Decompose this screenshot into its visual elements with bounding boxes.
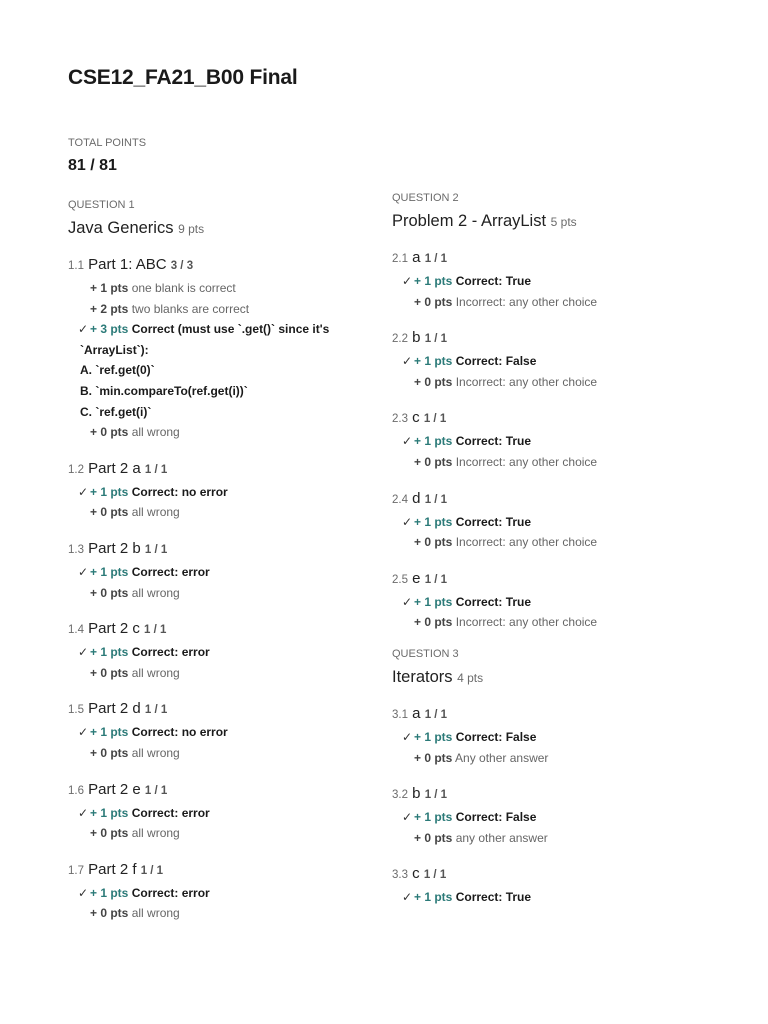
rubric-item xyxy=(68,299,398,320)
rubric-items xyxy=(392,351,722,392)
rubric-item-points: + 1 pts xyxy=(414,274,453,288)
checkmark-icon: ✓ xyxy=(78,564,89,579)
rubric-part xyxy=(68,255,398,443)
rubric-item-description-continued: B. `min.compareTo(ref.get(i))` xyxy=(80,383,248,398)
rubric-item xyxy=(392,592,722,613)
part-number: 1.7 xyxy=(68,864,84,877)
rubric-part xyxy=(68,619,398,683)
rubric-item-points: + 0 pts xyxy=(414,535,453,550)
rubric-item-description: any other answer xyxy=(455,830,548,845)
part-number: 2.1 xyxy=(392,253,408,265)
rubric-item-points: + 0 pts xyxy=(90,665,129,680)
rubric-item-points: + 1 pts xyxy=(414,729,453,744)
rubric-items xyxy=(68,883,398,924)
part-number: 2.2 xyxy=(392,333,408,346)
rubric-items xyxy=(392,512,722,553)
rubric-item-description: all wrong xyxy=(131,585,180,600)
checkmark-icon: ✓ xyxy=(402,514,413,529)
rubric-items xyxy=(68,642,398,683)
rubric-items xyxy=(392,271,722,312)
question-points: 4 pts xyxy=(457,670,484,685)
part-title xyxy=(392,704,722,725)
part-number: 2.3 xyxy=(392,413,408,426)
rubric-item-points: + 3 pts xyxy=(90,322,129,337)
part-score: 1 / 1 xyxy=(144,784,168,797)
rubric-item-points: + 0 pts xyxy=(414,294,453,309)
rubric-item-points: + 1 pts xyxy=(90,805,129,820)
part-score: 1 / 1 xyxy=(424,493,448,506)
rubric-item-points: + 0 pts xyxy=(414,750,453,765)
rubric-part xyxy=(392,248,722,312)
question-points: 5 pts xyxy=(550,215,577,229)
rubric-item-description: all wrong xyxy=(131,906,180,921)
part-name: d xyxy=(412,489,421,507)
rubric-part xyxy=(392,328,722,392)
part-title xyxy=(68,860,398,881)
rubric-item-points: + 1 pts xyxy=(90,281,129,295)
checkmark-icon: ✓ xyxy=(78,484,89,499)
rubric-part xyxy=(392,569,722,633)
checkmark-icon: ✓ xyxy=(78,885,89,900)
rubric-item-description-continued: C. `ref.get(i)` xyxy=(80,404,152,419)
question-title-text: Java Generics xyxy=(68,219,174,237)
right-column xyxy=(392,191,722,922)
page-title: CSE12_FA21_B00 Final xyxy=(68,66,298,89)
rubric-items xyxy=(392,807,722,848)
part-number: 2.4 xyxy=(392,493,408,506)
rubric-item-description: Correct: True xyxy=(455,514,532,529)
part-name: Part 2 b xyxy=(88,539,141,557)
part-title xyxy=(392,784,722,805)
rubric-item-description: one blank is correct xyxy=(131,281,236,295)
part-score: 3 / 3 xyxy=(170,260,194,272)
part-number: 3.2 xyxy=(392,789,408,802)
rubric-item xyxy=(392,887,722,908)
checkmark-icon: ✓ xyxy=(402,594,413,609)
rubric-item-points: + 0 pts xyxy=(414,830,453,845)
rubric-item-points: + 1 pts xyxy=(90,885,129,900)
rubric-item xyxy=(68,278,398,299)
rubric-item-description: Incorrect: any other choice xyxy=(455,535,598,550)
part-number: 1.6 xyxy=(68,784,84,797)
question-title xyxy=(392,211,722,232)
part-score: 1 / 1 xyxy=(144,463,168,476)
rubric-items xyxy=(68,278,398,443)
rubric-item-points: + 1 pts xyxy=(414,434,453,449)
rubric-items xyxy=(392,887,722,908)
checkmark-icon: ✓ xyxy=(402,274,413,288)
rubric-part xyxy=(392,408,722,472)
part-number: 3.3 xyxy=(392,869,408,882)
rubric-item xyxy=(68,583,398,604)
rubric-item xyxy=(392,828,722,849)
part-number: 3.1 xyxy=(392,708,408,721)
part-number: 1.1 xyxy=(68,260,84,272)
question-title-text: Iterators xyxy=(392,667,453,686)
rubric-item xyxy=(68,722,398,743)
rubric-items xyxy=(68,803,398,844)
rubric-item-description: Correct: False xyxy=(455,729,537,744)
rubric-item-description-continued: A. `ref.get(0)` xyxy=(80,363,155,378)
part-title xyxy=(68,780,398,801)
part-title xyxy=(392,328,722,349)
left-column xyxy=(68,198,398,938)
rubric-item-points: + 1 pts xyxy=(414,810,453,825)
rubric-item xyxy=(392,748,722,769)
rubric-item xyxy=(392,512,722,533)
rubric-item xyxy=(392,612,722,633)
part-score: 1 / 1 xyxy=(144,624,167,637)
total-points-value: 81 / 81 xyxy=(68,157,117,174)
rubric-item-points: + 0 pts xyxy=(414,374,453,389)
rubric-item xyxy=(68,803,398,824)
question-block xyxy=(68,198,398,924)
rubric-item-description: Correct: no error xyxy=(131,725,228,740)
part-title xyxy=(392,864,722,885)
part-score: 1 / 1 xyxy=(423,413,447,426)
rubric-item xyxy=(68,422,398,443)
part-score: 1 / 1 xyxy=(423,869,447,882)
rubric-item xyxy=(68,562,398,583)
part-score: 1 / 1 xyxy=(144,543,168,556)
question-label: QUESTION 3 xyxy=(392,647,459,660)
rubric-item-description: Correct: error xyxy=(131,805,210,820)
part-number: 2.5 xyxy=(392,573,408,586)
part-score: 1 / 1 xyxy=(424,253,448,265)
rubric-item xyxy=(392,372,722,393)
rubric-item-points: + 1 pts xyxy=(90,564,129,579)
rubric-item-description: Correct (must use `.get()` since it's xyxy=(131,322,330,337)
rubric-items xyxy=(68,562,398,603)
rubric-item-description: Correct: error xyxy=(131,885,210,900)
total-points-label: TOTAL POINTS xyxy=(68,137,147,149)
rubric-part xyxy=(392,704,722,768)
checkmark-icon: ✓ xyxy=(402,354,413,369)
rubric-item-description: all wrong xyxy=(131,505,180,520)
checkmark-icon: ✓ xyxy=(78,805,89,820)
rubric-items xyxy=(392,727,722,768)
rubric-item-description: Incorrect: any other choice xyxy=(455,454,598,469)
checkmark-icon: ✓ xyxy=(402,890,413,905)
rubric-item-points: + 0 pts xyxy=(90,425,129,440)
rubric-item-points: + 0 pts xyxy=(90,745,129,760)
rubric-item-points: + 2 pts xyxy=(90,301,129,316)
rubric-item-points: + 0 pts xyxy=(414,454,453,469)
part-score: 1 / 1 xyxy=(424,789,448,802)
rubric-item xyxy=(68,883,398,904)
part-name: a xyxy=(412,704,421,722)
rubric-item-description: Incorrect: any other choice xyxy=(455,374,598,389)
rubric-item-points: + 1 pts xyxy=(90,484,129,499)
rubric-part xyxy=(68,699,398,763)
part-score: 1 / 1 xyxy=(424,573,448,586)
part-number: 1.4 xyxy=(68,624,84,637)
part-title xyxy=(68,459,398,480)
part-name: Part 2 a xyxy=(88,459,141,477)
rubric-item-description: Correct: error xyxy=(131,645,210,660)
rubric-item xyxy=(392,727,722,748)
rubric-item-description: all wrong xyxy=(131,826,180,841)
part-score: 1 / 1 xyxy=(144,704,168,717)
checkmark-icon: ✓ xyxy=(78,322,89,337)
rubric-items xyxy=(392,431,722,472)
rubric-item-description: two blanks are correct xyxy=(131,301,250,316)
question-block xyxy=(392,647,722,908)
rubric-item-points: + 1 pts xyxy=(414,354,453,369)
rubric-item xyxy=(392,431,722,452)
checkmark-icon: ✓ xyxy=(78,645,89,660)
part-name: e xyxy=(412,569,421,587)
rubric-item xyxy=(392,351,722,372)
question-title xyxy=(392,667,722,688)
rubric-item-points: + 0 pts xyxy=(414,615,453,630)
rubric-item-description: Correct: False xyxy=(455,354,537,369)
rubric-item-description: all wrong xyxy=(131,425,180,440)
rubric-item xyxy=(68,903,398,924)
part-number: 1.3 xyxy=(68,543,84,556)
rubric-item xyxy=(68,823,398,844)
question-label: QUESTION 2 xyxy=(392,192,459,204)
part-number: 1.5 xyxy=(68,704,84,717)
rubric-item-description: Correct: no error xyxy=(131,484,228,499)
rubric-item xyxy=(68,642,398,663)
rubric-item-description: Correct: True xyxy=(455,594,532,609)
part-name: b xyxy=(412,329,421,347)
part-name: c xyxy=(412,865,420,883)
part-number: 1.2 xyxy=(68,463,84,476)
rubric-item-description-continued: `ArrayList`): xyxy=(80,342,149,357)
rubric-item xyxy=(68,663,398,684)
part-score: 1 / 1 xyxy=(140,864,164,877)
part-title xyxy=(68,255,398,276)
rubric-item-points: + 0 pts xyxy=(90,585,129,600)
part-score: 1 / 1 xyxy=(424,708,448,721)
part-name: a xyxy=(412,249,421,266)
question-block xyxy=(392,191,722,633)
part-title xyxy=(68,539,398,560)
rubric-part xyxy=(392,864,722,908)
rubric-part xyxy=(68,860,398,924)
rubric-item xyxy=(68,502,398,523)
part-name: c xyxy=(412,409,420,427)
rubric-item xyxy=(68,482,398,503)
rubric-item-description: Correct: True xyxy=(455,434,532,449)
checkmark-icon: ✓ xyxy=(402,729,413,744)
rubric-item-description: all wrong xyxy=(131,665,180,680)
part-name: Part 1: ABC xyxy=(88,256,167,273)
rubric-part xyxy=(392,784,722,848)
rubric-item xyxy=(68,319,398,340)
part-title xyxy=(392,248,722,269)
rubric-item-description: Correct: True xyxy=(455,890,532,905)
rubric-item xyxy=(392,452,722,473)
rubric-items xyxy=(392,592,722,633)
question-title-text: Problem 2 - ArrayList xyxy=(392,212,547,230)
question-title xyxy=(68,218,398,239)
rubric-items xyxy=(68,722,398,763)
part-title xyxy=(392,489,722,510)
rubric-items xyxy=(68,482,398,523)
rubric-item-points: + 0 pts xyxy=(90,505,129,520)
question-label: QUESTION 1 xyxy=(68,199,135,211)
rubric-item-points: + 1 pts xyxy=(414,890,453,905)
rubric-item-points: + 1 pts xyxy=(90,645,129,660)
rubric-item xyxy=(392,271,722,292)
part-title xyxy=(392,569,722,590)
rubric-item-description: all wrong xyxy=(131,745,180,760)
rubric-item-description: Correct: error xyxy=(131,564,210,579)
rubric-item-points: + 0 pts xyxy=(90,826,129,841)
part-score: 1 / 1 xyxy=(424,333,448,346)
rubric-item-points: + 1 pts xyxy=(90,725,129,740)
part-name: Part 2 c xyxy=(88,620,140,638)
checkmark-icon: ✓ xyxy=(402,434,413,449)
part-name: Part 2 e xyxy=(88,780,141,798)
rubric-item-points: + 1 pts xyxy=(414,514,453,529)
part-name: b xyxy=(412,785,421,803)
rubric-item xyxy=(392,292,722,313)
rubric-item-points: + 1 pts xyxy=(414,594,453,609)
rubric-item-description: Incorrect: any other choice xyxy=(455,294,598,309)
rubric-item-description: Any other answer xyxy=(455,750,549,765)
checkmark-icon: ✓ xyxy=(402,810,413,825)
part-title xyxy=(68,619,398,640)
rubric-item xyxy=(68,743,398,764)
rubric-item-points: + 0 pts xyxy=(90,906,129,921)
part-title xyxy=(68,699,398,720)
rubric-part xyxy=(392,489,722,553)
question-points: 9 pts xyxy=(178,222,205,236)
rubric-part xyxy=(68,539,398,603)
rubric-item-description: Incorrect: any other choice xyxy=(455,615,598,630)
part-name: Part 2 d xyxy=(88,700,141,718)
part-title xyxy=(392,408,722,429)
checkmark-icon: ✓ xyxy=(78,725,89,740)
rubric-item xyxy=(392,532,722,553)
part-name: Part 2 f xyxy=(88,860,137,878)
rubric-part xyxy=(68,780,398,844)
rubric-item xyxy=(392,807,722,828)
rubric-item-description: Correct: True xyxy=(455,274,532,288)
rubric-part xyxy=(68,459,398,523)
rubric-item-description: Correct: False xyxy=(455,810,537,825)
